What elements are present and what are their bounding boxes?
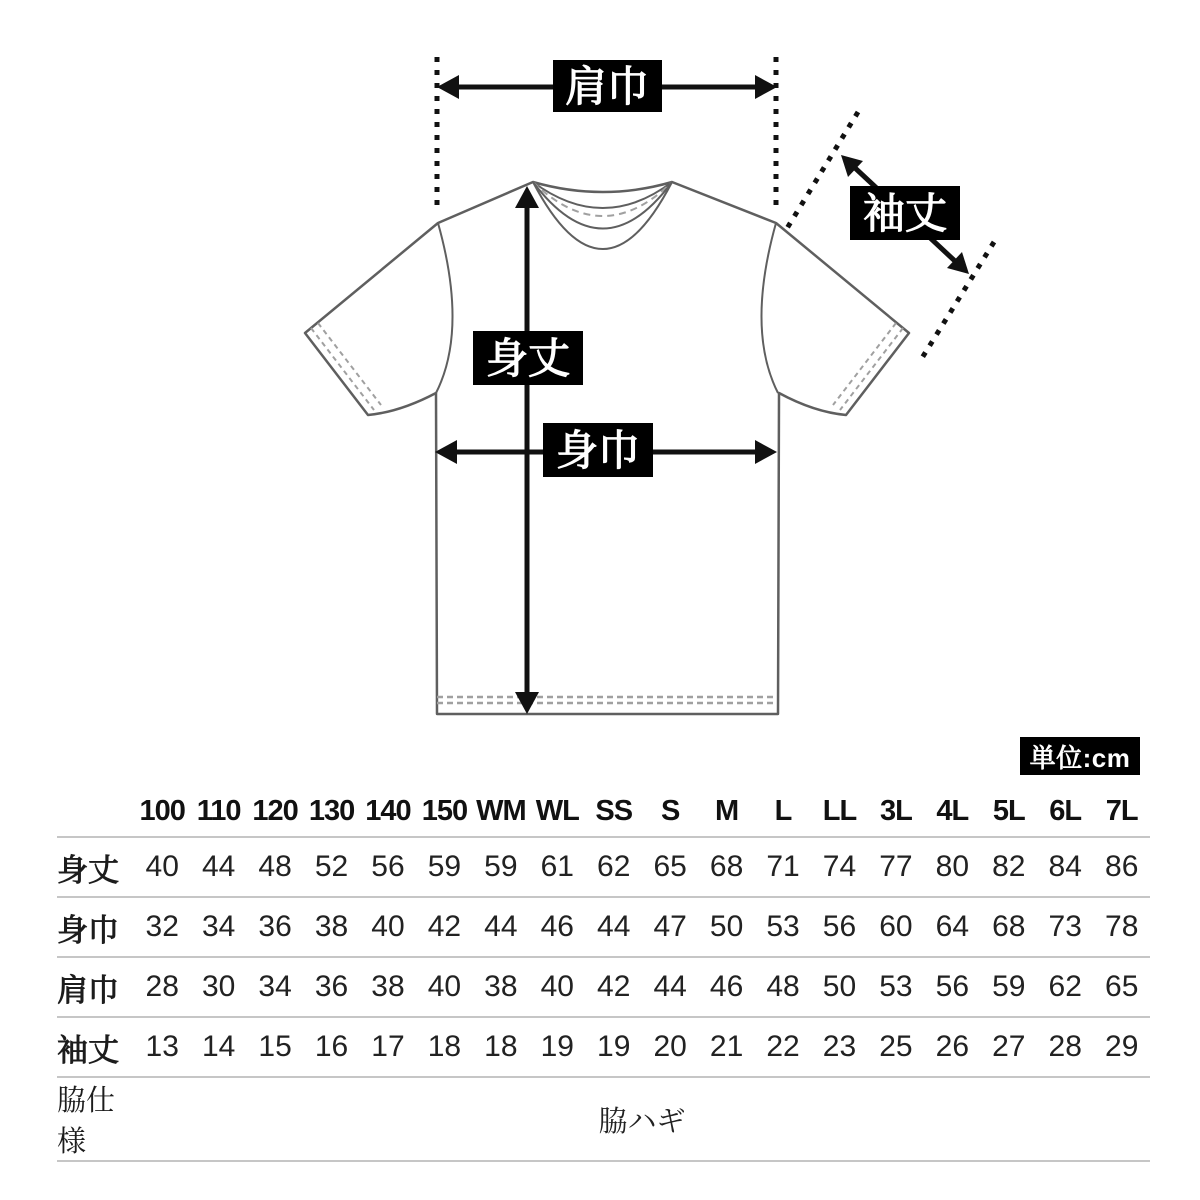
size-cell: 40 — [427, 970, 462, 1003]
size-cell: 68 — [992, 910, 1026, 943]
size-cell: 20 — [653, 1030, 687, 1063]
body-length-label-text: 身丈 — [485, 335, 571, 382]
size-cell: 61 — [540, 850, 574, 883]
size-cell: 60 — [879, 910, 913, 943]
size-cell: 15 — [258, 1030, 292, 1063]
size-cell: 62 — [597, 850, 631, 883]
size-column-header: 150 — [421, 794, 468, 827]
size-cell: 44 — [484, 910, 518, 943]
size-column-header: L — [774, 794, 792, 827]
size-column-header: M — [715, 794, 739, 827]
body-length-label — [473, 331, 583, 385]
size-cell: 34 — [258, 970, 292, 1003]
size-row-label: 身巾 — [57, 912, 119, 948]
size-cell: 78 — [1105, 910, 1139, 943]
size-cell: 40 — [540, 970, 574, 1003]
size-cell: 62 — [1048, 970, 1082, 1003]
size-cell: 59 — [992, 970, 1026, 1003]
size-cell: 26 — [935, 1030, 970, 1063]
size-cell: 40 — [371, 910, 405, 943]
size-cell: 25 — [879, 1030, 913, 1063]
size-cell: 38 — [484, 970, 518, 1003]
size-cell: 64 — [935, 910, 970, 943]
size-cell: 22 — [766, 1030, 800, 1063]
size-cell: 84 — [1048, 850, 1082, 883]
size-table-body — [57, 837, 1150, 1161]
size-cell: 77 — [879, 850, 913, 883]
size-cell: 19 — [540, 1030, 574, 1063]
body-width-label — [543, 423, 653, 477]
size-cell: 38 — [371, 970, 405, 1003]
size-cell: 65 — [653, 850, 687, 883]
body-width-label-text: 身巾 — [555, 427, 641, 474]
size-cell: 44 — [653, 970, 687, 1003]
size-cell: 30 — [201, 970, 236, 1003]
size-cell: 59 — [484, 850, 518, 883]
size-cell: 44 — [201, 850, 236, 883]
unit-badge: 単位:cm — [1020, 737, 1140, 775]
size-column-header: LL — [822, 794, 857, 827]
size-cell: 59 — [427, 850, 462, 883]
shoulder-width-label — [553, 60, 662, 112]
size-row-label: 脇仕様 — [57, 1085, 116, 1158]
size-row-label: 袖丈 — [57, 1032, 119, 1068]
size-cell: 18 — [484, 1030, 518, 1063]
size-cell: 82 — [992, 850, 1026, 883]
size-row-label: 肩巾 — [57, 972, 119, 1008]
size-spec-span-cell: 脇ハギ — [598, 1105, 686, 1138]
size-column-header: 120 — [252, 794, 298, 827]
size-table — [57, 786, 1150, 1162]
size-table-row — [57, 1077, 1150, 1161]
size-cell: 29 — [1105, 1030, 1139, 1063]
size-table-head — [57, 786, 1150, 837]
size-table-row — [57, 837, 1150, 897]
size-cell: 23 — [822, 1030, 857, 1063]
size-column-header: WM — [476, 794, 526, 827]
size-column-header: 100 — [139, 794, 185, 827]
size-column-header: SS — [595, 794, 633, 827]
size-cell: 36 — [258, 910, 292, 943]
size-cell: 36 — [314, 970, 349, 1003]
size-cell: 34 — [201, 910, 236, 943]
size-column-header: 130 — [308, 794, 355, 827]
size-cell: 13 — [145, 1030, 179, 1063]
size-cell: 46 — [709, 970, 744, 1003]
size-table-row — [57, 957, 1150, 1017]
size-cell: 80 — [935, 850, 970, 883]
size-cell: 38 — [314, 910, 349, 943]
size-column-header: WL — [535, 794, 579, 827]
size-table-row — [57, 1017, 1150, 1077]
size-cell: 42 — [597, 970, 631, 1003]
size-cell: 56 — [371, 850, 405, 883]
size-cell: 53 — [766, 910, 800, 943]
size-cell: 19 — [597, 1030, 631, 1063]
size-cell: 73 — [1048, 910, 1082, 943]
size-column-header: 5L — [992, 794, 1025, 827]
size-cell: 17 — [371, 1030, 405, 1063]
size-cell: 53 — [879, 970, 913, 1003]
size-cell: 40 — [145, 850, 179, 883]
size-table-corner-cell — [57, 786, 134, 837]
size-cell: 56 — [935, 970, 970, 1003]
size-cell: 18 — [427, 1030, 462, 1063]
size-cell: 47 — [653, 910, 687, 943]
size-column-header: 110 — [196, 794, 241, 827]
size-column-header: 4L — [936, 794, 969, 827]
size-cell: 68 — [709, 850, 744, 883]
size-cell: 65 — [1105, 970, 1139, 1003]
size-cell: 86 — [1105, 850, 1139, 883]
size-cell: 44 — [597, 910, 631, 943]
size-cell: 27 — [992, 1030, 1026, 1063]
size-cell: 56 — [822, 910, 857, 943]
sleeve-length-label — [850, 186, 960, 240]
size-cell: 74 — [822, 850, 857, 883]
size-cell: 28 — [145, 970, 179, 1003]
size-cell: 71 — [766, 850, 800, 883]
size-cell: 46 — [540, 910, 574, 943]
size-cell: 48 — [258, 850, 292, 883]
size-row-label: 身丈 — [57, 852, 119, 888]
size-cell: 21 — [709, 1030, 744, 1063]
size-column-header: 6L — [1049, 794, 1082, 827]
sleeve-length-label-text: 袖丈 — [862, 190, 948, 237]
size-table-header-row — [57, 786, 1150, 837]
size-cell: 32 — [145, 910, 179, 943]
size-cell: 48 — [766, 970, 800, 1003]
size-cell: 14 — [201, 1030, 236, 1063]
size-column-header: S — [660, 794, 680, 827]
size-column-header: 3L — [879, 794, 912, 827]
size-cell: 52 — [314, 850, 349, 883]
size-column-header: 7L — [1105, 794, 1138, 827]
size-cell: 28 — [1048, 1030, 1082, 1063]
size-cell: 50 — [822, 970, 857, 1003]
size-cell: 42 — [427, 910, 462, 943]
size-column-header: 140 — [365, 794, 411, 827]
size-table-row — [57, 897, 1150, 957]
size-cell: 50 — [709, 910, 744, 943]
size-cell: 16 — [314, 1030, 349, 1063]
shoulder-width-label-text: 肩巾 — [564, 63, 650, 110]
